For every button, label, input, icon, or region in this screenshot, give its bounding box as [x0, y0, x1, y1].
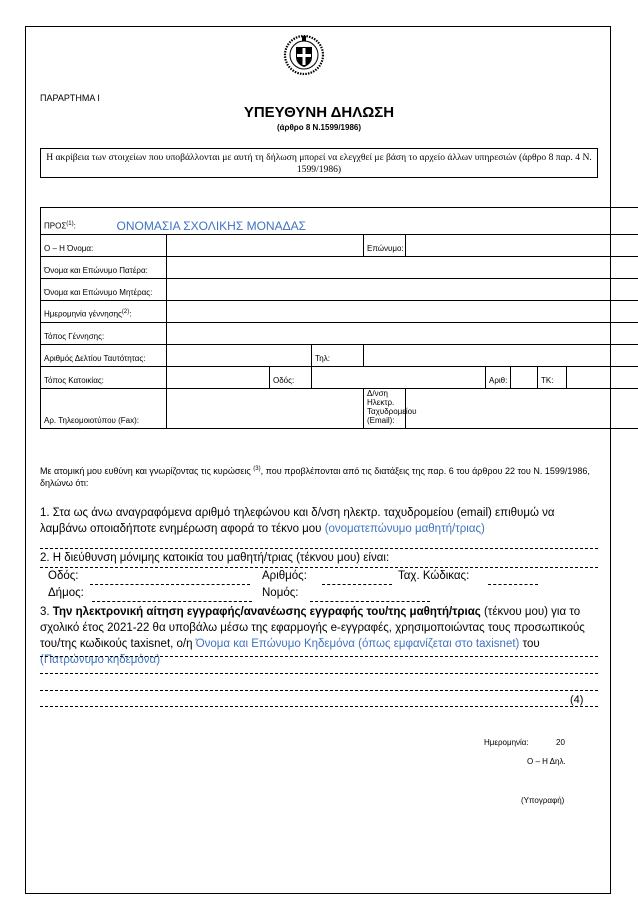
addr-street-label: Οδός: — [48, 570, 79, 582]
dotted-line — [40, 567, 598, 568]
dotted-line — [40, 673, 598, 674]
mother-label: Όνομα και Επώνυμο Μητέρας: — [41, 279, 167, 301]
id-label: Αριθμός Δελτίου Ταυτότητας: — [41, 345, 167, 367]
row-fax-email — [41, 389, 638, 429]
date-label: Ημερομηνία: — [484, 738, 529, 747]
guardian-patronymic-placeholder[interactable]: (Πατρώνυμο κηδεμόνα) — [40, 654, 161, 666]
appendix-label: ΠΑΡΑΡΤΗΜΑ Ι — [40, 93, 100, 103]
father-label: Όνομα και Επώνυμο Πατέρα: — [41, 257, 167, 279]
dotted-line — [40, 548, 598, 549]
number-label: Αριθ: — [486, 367, 511, 389]
guardian-name-placeholder[interactable]: Όνομα και Επώνυμο Κηδεμόνα (όπως εμφανίζεται στο taxisnet) — [195, 638, 520, 650]
declaration-intro: Με ατομική μου ευθύνη και γνωρίζοντας τις κυρώσεις $^{(3)}$, που προβλέπονται από τις διατάξεις της παρ. 6 του άρθρου 22 του Ν. 1599/1986, δηλώνω ότι: — [40, 466, 590, 488]
id-field[interactable] — [167, 345, 312, 367]
addr-prefecture-field[interactable] — [310, 601, 430, 602]
declarant-label: Ο – Η Δηλ. — [527, 757, 566, 766]
birthplace-field[interactable] — [167, 323, 638, 345]
row-mother — [41, 279, 638, 301]
footnote-ref-4: (4) — [570, 694, 584, 706]
page-title: ΥΠΕΥΘΥΝΗ ΔΗΛΩΣΗ — [243, 104, 395, 121]
declaration-item-1: 1. Στα ως άνω αναγραφόμενα αριθμό τηλεφώνου και δ/νση ηλεκτρ. ταχυδρομείου (email) επιθυμώ να λαμβάνω οποιαδήποτε ενημέρωση αφορά το τέκνο μου (ονοματεπώνυμο μαθητή/τριας) — [40, 507, 555, 535]
fax-field[interactable] — [167, 389, 364, 429]
page-subtitle: (άρθρο 8 Ν.1599/1986) — [276, 123, 362, 132]
dotted-line — [40, 706, 598, 707]
birthdate-label: Ημερομηνία γέννησης$^{(2)}$: — [41, 301, 167, 323]
surname-field[interactable] — [406, 235, 638, 257]
declaration-item-3: 3. Την ηλεκτρονική αίτηση εγγραφής/ανανέωσης εγγραφής του/της μαθητή/τριας (τέκνου μου) για το σχολικό έτος 2021-22 θα υποβάλω μέσω της εφαρμογής e-εγγραφές, χρησιμοποιώντας τους προσωπικούς του/της κωδικούς taxisnet, ο/η Όνομα και Επώνυμο Κηδεμόνα (όπως εμφανίζεται στο taxisnet) του (Πατρώνυμο κηδεμόνα) — [40, 606, 585, 666]
greek-emblem-icon — [282, 32, 326, 76]
dotted-line — [40, 656, 598, 657]
residence-field[interactable] — [167, 367, 270, 389]
personal-details-table — [40, 207, 638, 429]
addr-zip-label: Ταχ. Κώδικας: — [398, 570, 470, 582]
row-name — [41, 235, 638, 257]
fax-label: Αρ. Τηλεομοιοτύπου (Fax): — [41, 389, 167, 429]
school-name: ΟΝΟΜΑΣΙΑ ΣΧΟΛΙΚΗΣ ΜΟΝΑΔΑΣ — [116, 219, 307, 233]
addr-number-label: Αριθμός: — [262, 570, 307, 582]
father-field[interactable] — [167, 257, 638, 279]
to-field[interactable] — [114, 208, 638, 235]
zip-label: ΤΚ: — [538, 367, 567, 389]
to-label: ΠΡΟΣ — [44, 222, 67, 231]
notice-box: Η ακρίβεια των στοιχείων που υποβάλλονται με αυτή τη δήλωση μπορεί να ελεγχθεί με βάση το αρχείο άλλων υπηρεσιών (άρθρο 8 παρ. 4 Ν. 1599/1986) — [40, 148, 598, 178]
number-field[interactable] — [511, 367, 538, 389]
email-field[interactable] — [406, 389, 638, 429]
addr-municipality-field[interactable] — [92, 601, 252, 602]
residence-label: Τόπος Κατοικίας: — [41, 367, 167, 389]
declaration-item-2: 2. Η διεύθυνση μόνιμης κατοικία του μαθητή/τριας (τέκνου μου) είναι: — [40, 552, 390, 564]
to-label-cell: ΠΡΟΣ$^{(1)}$: — [41, 208, 114, 235]
row-birthplace — [41, 323, 638, 345]
birthplace-label: Τόπος Γέννησης: — [41, 323, 167, 345]
row-id — [41, 345, 638, 367]
addr-street-field[interactable] — [90, 584, 250, 585]
addr-municipality-label: Δήμος: — [48, 587, 84, 599]
surname-label: Επώνυμο: — [364, 235, 406, 257]
street-field[interactable] — [312, 367, 486, 389]
addr-prefecture-label: Νομός: — [262, 587, 299, 599]
row-residence — [41, 367, 638, 389]
signature-label: (Υπογραφή) — [521, 796, 565, 805]
birthdate-field[interactable] — [167, 301, 638, 323]
dotted-line — [40, 690, 598, 691]
date-value[interactable]: 20 — [556, 738, 565, 747]
row-father — [41, 257, 638, 279]
row-birthdate — [41, 301, 638, 323]
street-label: Οδός: — [270, 367, 312, 389]
mother-field[interactable] — [167, 279, 638, 301]
email-label: Δ/νση Ηλεκτρ. Ταχυδρομείου (Email): — [364, 389, 406, 429]
zip-field[interactable] — [567, 367, 638, 389]
name-field[interactable] — [167, 235, 364, 257]
phone-field[interactable] — [364, 345, 638, 367]
addr-number-field[interactable] — [322, 584, 392, 585]
phone-label: Τηλ: — [312, 345, 364, 367]
name-label: Ο – Η Όνομα: — [41, 235, 167, 257]
row-to — [41, 208, 638, 235]
addr-zip-field[interactable] — [488, 584, 538, 585]
student-name-placeholder[interactable]: (ονοματεπώνυμο μαθητή/τριας) — [324, 523, 485, 535]
